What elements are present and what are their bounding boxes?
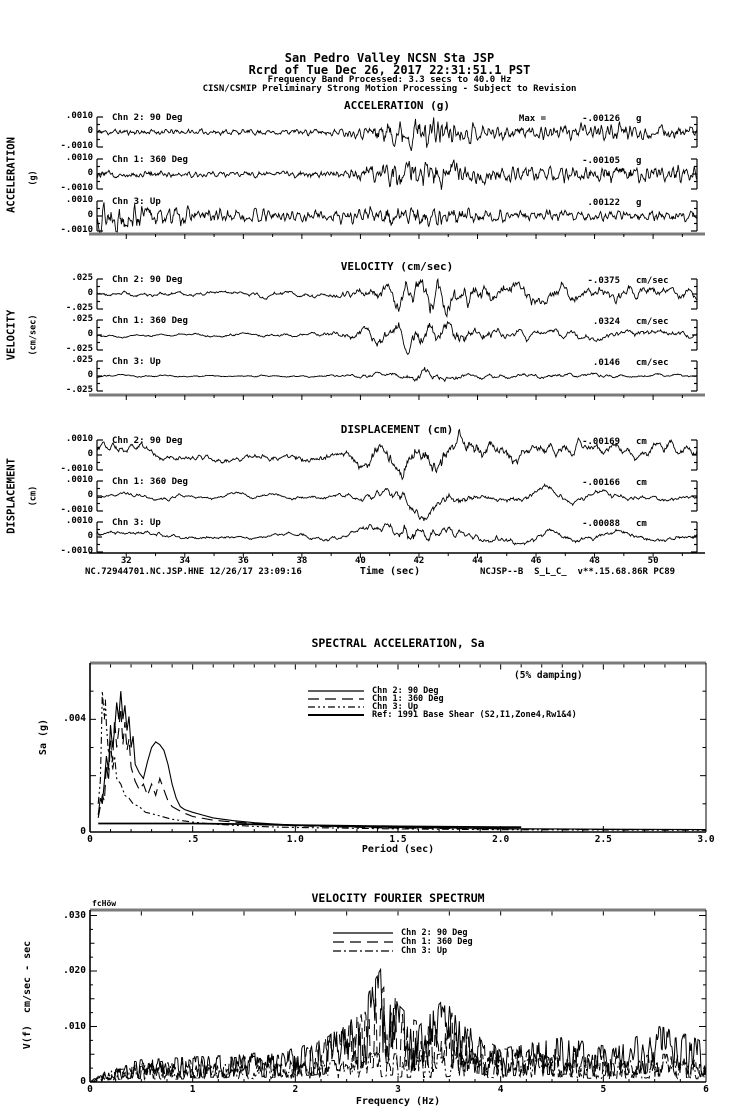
solid-line-sample-icon bbox=[333, 930, 393, 936]
peak-annotation bbox=[448, 276, 676, 286]
max-unit: cm/sec bbox=[636, 358, 669, 368]
acceleration-title: ACCELERATION (g) bbox=[344, 99, 450, 112]
time-tick-label: 42 bbox=[413, 556, 425, 566]
fourier-xtick-label: 2 bbox=[292, 1084, 299, 1095]
sa-xtick-label: .5 bbox=[186, 834, 199, 845]
sa-xtick-label: 2.5 bbox=[594, 834, 612, 845]
fc-corner-note: fcHöw bbox=[92, 899, 117, 908]
report-header bbox=[20, 52, 739, 94]
strip-ytick-label: -.0010 bbox=[60, 183, 93, 193]
channel-label: Chn 1: 360 Deg bbox=[112, 316, 188, 326]
strip-ytick-label: -.0010 bbox=[60, 464, 93, 474]
channel-label: Chn 1: 360 Deg bbox=[112, 477, 188, 487]
sa-legend-row-ref bbox=[308, 710, 577, 720]
fourier-legend-label: Chn 1: 360 Deg bbox=[401, 937, 473, 947]
sa-legend-label: Chn 2: 90 Deg bbox=[372, 686, 439, 696]
fourier-xtick-label: 0 bbox=[87, 1084, 93, 1095]
max-value: -.00166 bbox=[582, 478, 620, 488]
max-value: -.00088 bbox=[582, 519, 620, 529]
header-disclaimer-line: CISN/CSMIP Preliminary Strong Motion Processing - Subject to Revision bbox=[202, 84, 577, 94]
time-tick-label: 32 bbox=[120, 556, 132, 566]
peak-annotation bbox=[448, 317, 676, 327]
strip-ytick-label: 0 bbox=[87, 449, 93, 459]
peak-annotation bbox=[448, 519, 676, 529]
fourier-legend-row-chn3 bbox=[333, 946, 447, 956]
sa-xtick-label: 1.0 bbox=[286, 834, 304, 845]
long-dash-line-sample-icon bbox=[333, 939, 393, 945]
peak-annotation bbox=[448, 198, 676, 208]
header-record-line: Rcrd of Tue Dec 26, 2017 22:31:51.1 PST bbox=[248, 63, 531, 77]
strip-ytick-label: .025 bbox=[71, 314, 93, 324]
strip-ytick-label: 0 bbox=[87, 370, 93, 380]
fourier-xtick-label: 5 bbox=[600, 1084, 607, 1095]
fourier-xtick-label: 1 bbox=[189, 1084, 196, 1095]
max-unit: cm/sec bbox=[636, 317, 669, 327]
fourier-xtick-label: 6 bbox=[703, 1084, 709, 1095]
max-value: -.00169 bbox=[582, 437, 620, 447]
strip-ytick-label: .0010 bbox=[65, 475, 93, 485]
sa-legend-label: Chn 3: Up bbox=[372, 702, 419, 712]
time-tick-label: 34 bbox=[179, 556, 191, 566]
peak-annotation bbox=[448, 437, 676, 447]
max-value: .0324 bbox=[592, 317, 620, 327]
ref-line-sample-icon bbox=[308, 712, 364, 718]
strip-ytick-label: 0 bbox=[87, 126, 93, 136]
velocity-axis-unit: (cm/sec) bbox=[28, 314, 39, 356]
strip-ytick-label: .0010 bbox=[65, 195, 93, 205]
max-unit: cm bbox=[636, 519, 647, 529]
time-tick-label: 50 bbox=[647, 556, 659, 566]
period-axis-label: Period (sec) bbox=[361, 844, 435, 855]
strip-ytick-label: .0010 bbox=[65, 111, 93, 121]
sa-title: SPECTRAL ACCELERATION, Sa bbox=[311, 636, 485, 650]
strip-ytick-label: .025 bbox=[71, 273, 93, 283]
channel-label: Chn 2: 90 Deg bbox=[112, 113, 183, 123]
sa-ytick-label: 0 bbox=[80, 826, 86, 837]
strip-ytick-label: 0 bbox=[87, 490, 93, 500]
max-unit: g bbox=[636, 114, 642, 124]
sa-xtick-label: 2.0 bbox=[492, 834, 510, 845]
fourier-xtick-label: 4 bbox=[497, 1084, 504, 1095]
fourier-ytick-label: .010 bbox=[63, 1020, 86, 1032]
max-unit: g bbox=[636, 156, 642, 166]
fourier-legend-label: Chn 2: 90 Deg bbox=[401, 928, 468, 938]
header-station-line: San Pedro Valley NCSN Sta JSP bbox=[284, 51, 495, 65]
time-tick-label: 36 bbox=[237, 556, 249, 566]
sa-legend-label: Chn 1: 360 Deg bbox=[372, 694, 444, 704]
channel-label: Chn 1: 360 Deg bbox=[112, 155, 188, 165]
strip-ytick-label: 0 bbox=[87, 210, 93, 220]
acceleration-axis-label: ACCELERATION bbox=[5, 137, 18, 213]
max-value: .00122 bbox=[587, 198, 620, 208]
damping-note: (5% damping) bbox=[514, 670, 583, 681]
peak-annotation bbox=[448, 114, 676, 124]
acceleration-axis-unit: (g) bbox=[28, 170, 39, 186]
strip-ytick-label: 0 bbox=[87, 531, 93, 541]
strip-ytick-label: .0010 bbox=[65, 153, 93, 163]
strip-ytick-label: .0010 bbox=[65, 434, 93, 444]
velocity-axis-label: VELOCITY bbox=[5, 309, 18, 361]
strip-ytick-label: .0010 bbox=[65, 516, 93, 526]
sa-y-axis-label: Sa (g) bbox=[37, 718, 49, 756]
channel-label: Chn 3: Up bbox=[112, 197, 161, 207]
max-unit: cm bbox=[636, 478, 647, 488]
sa-legend-label: Ref: 1991 Base Shear (S2,I1,Zone4,Rw1&4) bbox=[372, 710, 577, 720]
fourier-legend-label: Chn 3: Up bbox=[401, 946, 448, 956]
max-prefix: Max = bbox=[518, 114, 546, 124]
max-unit: cm/sec bbox=[636, 276, 669, 286]
max-value: -.0375 bbox=[587, 276, 620, 286]
fourier-xtick-label: 3 bbox=[395, 1084, 401, 1095]
displacement-title: DISPLACEMENT (cm) bbox=[340, 423, 454, 436]
processing-code-footer: NCJSP--B S_L_C_ v**.15.68.86R PC89 bbox=[480, 567, 676, 577]
strip-ytick-label: .025 bbox=[71, 355, 93, 365]
strip-ytick-label: 0 bbox=[87, 168, 93, 178]
strip-ytick-label: -.0010 bbox=[60, 546, 93, 556]
time-axis-label: Time (sec) bbox=[359, 566, 421, 577]
strip-ytick-label: -.0010 bbox=[60, 505, 93, 515]
max-value: .0146 bbox=[592, 358, 620, 368]
max-unit: g bbox=[636, 198, 642, 208]
channel-label: Chn 2: 90 Deg bbox=[112, 275, 183, 285]
channel-label: Chn 3: Up bbox=[112, 518, 161, 528]
sa-xtick-label: 3.0 bbox=[697, 834, 715, 845]
displacement-axis-label: DISPLACEMENT bbox=[5, 458, 18, 534]
header-band-line: Frequency Band Processed: 3.3 secs to 40.0 Hz bbox=[267, 75, 512, 85]
time-tick-label: 48 bbox=[589, 556, 600, 566]
sa-xtick-label: 1.5 bbox=[389, 834, 407, 845]
channel-label: Chn 3: Up bbox=[112, 357, 161, 367]
frequency-axis-label: Frequency (Hz) bbox=[355, 1096, 441, 1107]
fourier-title: VELOCITY FOURIER SPECTRUM bbox=[311, 891, 485, 905]
fourier-ytick-label: .030 bbox=[63, 909, 86, 921]
strip-ytick-label: -.025 bbox=[65, 344, 93, 354]
displacement-axis-unit: (cm) bbox=[28, 485, 39, 507]
strip-ytick-label: -.0010 bbox=[60, 225, 93, 235]
max-value: -.00105 bbox=[582, 156, 620, 166]
max-value: -.00126 bbox=[582, 114, 620, 124]
record-id-footer: NC.72944701.NC.JSP.HNE 12/26/17 23:09:16 bbox=[85, 567, 302, 577]
time-tick-label: 44 bbox=[472, 556, 483, 566]
peak-annotation bbox=[448, 478, 676, 488]
strip-ytick-label: 0 bbox=[87, 329, 93, 339]
fourier-ytick-label: .020 bbox=[63, 965, 86, 976]
peak-annotation bbox=[448, 358, 676, 368]
fourier-ytick-label: 0 bbox=[80, 1076, 86, 1087]
time-tick-label: 46 bbox=[530, 556, 542, 566]
strip-ytick-label: -.025 bbox=[65, 303, 93, 313]
max-unit: cm bbox=[636, 437, 647, 447]
velocity-title: VELOCITY (cm/sec) bbox=[340, 260, 454, 273]
time-tick-label: 38 bbox=[296, 556, 308, 566]
sa-ytick-label: .004 bbox=[63, 713, 86, 725]
sa-xtick-label: 0 bbox=[87, 834, 93, 845]
strip-ytick-label: 0 bbox=[87, 288, 93, 298]
channel-label: Chn 2: 90 Deg bbox=[112, 436, 183, 446]
strip-ytick-label: -.0010 bbox=[60, 141, 93, 151]
peak-annotation bbox=[448, 156, 676, 166]
fourier-y-axis-label: V(f) cm/sec - sec bbox=[21, 940, 33, 1050]
dash-dot-line-sample-icon bbox=[333, 948, 393, 954]
strip-ytick-label: -.025 bbox=[65, 385, 93, 395]
time-tick-label: 40 bbox=[354, 556, 366, 566]
